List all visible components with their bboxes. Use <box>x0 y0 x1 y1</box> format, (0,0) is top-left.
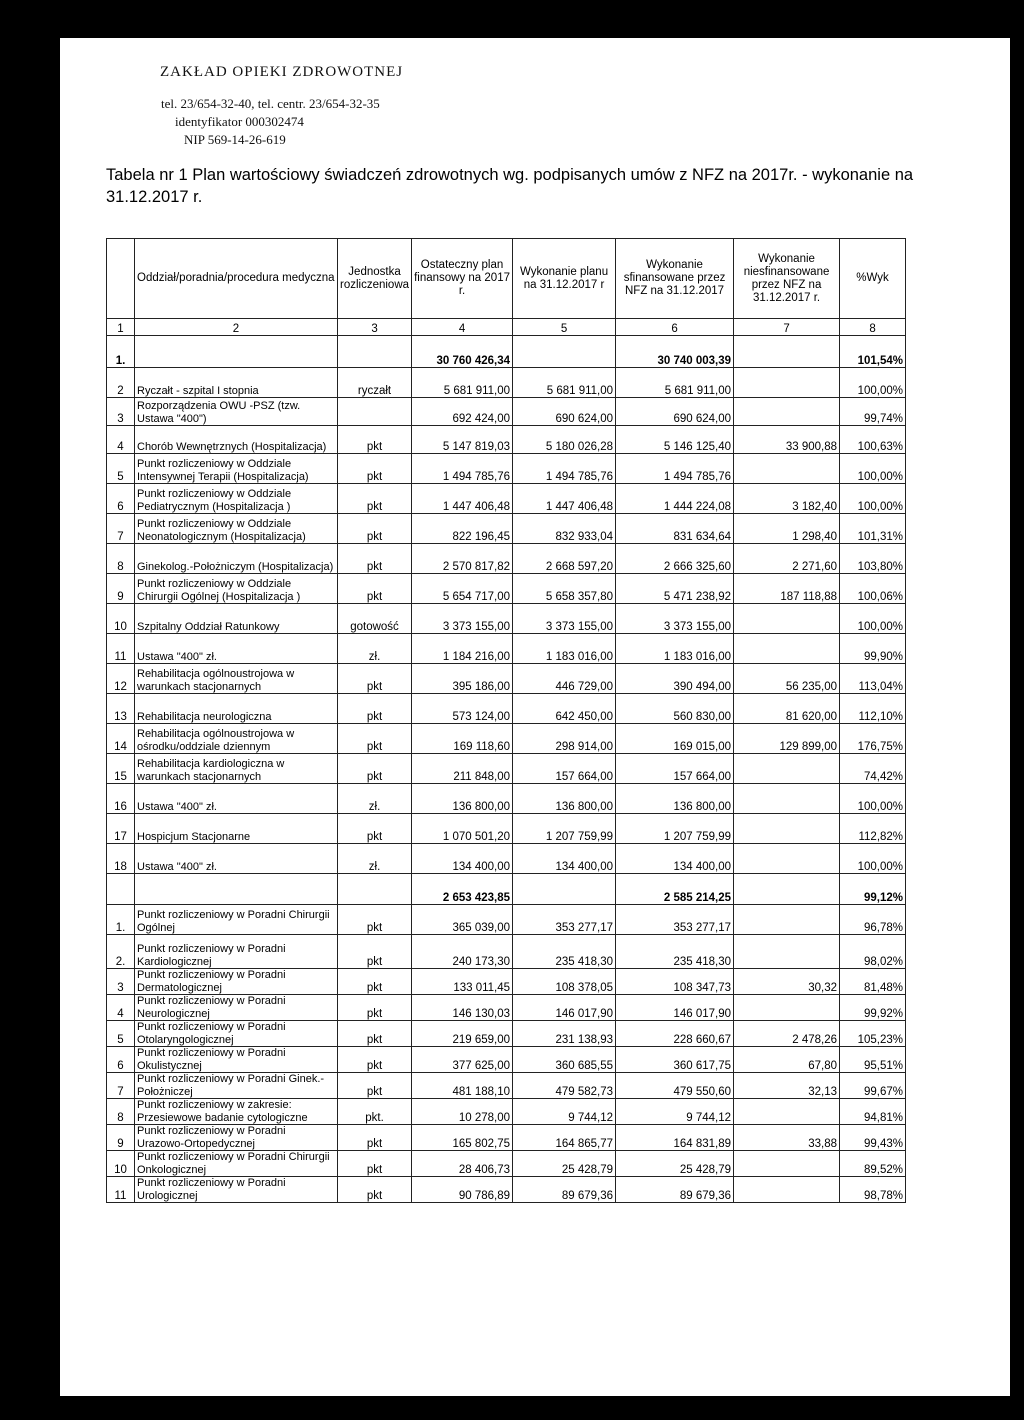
row-plan: 1 070 501,20 <box>412 814 513 844</box>
table-row <box>107 814 906 844</box>
row-financed: 108 347,73 <box>616 969 734 995</box>
row-name: Ryczałt - szpital I stopnia <box>135 368 338 398</box>
row-percent: 98,02% <box>840 935 906 969</box>
row-percent: 100,00% <box>840 784 906 814</box>
row-exec: 5 180 026,28 <box>513 426 616 454</box>
row-percent: 100,06% <box>840 574 906 604</box>
row-number: 15 <box>107 754 135 784</box>
row-financed: 360 617,75 <box>616 1047 734 1073</box>
row-nonfinanced <box>734 874 840 905</box>
row-plan: 1 184 216,00 <box>412 634 513 664</box>
row-percent: 96,78% <box>840 905 906 935</box>
row-financed: 390 494,00 <box>616 664 734 694</box>
row-exec: 89 679,36 <box>513 1177 616 1203</box>
table-row <box>107 604 906 634</box>
row-exec: 5 658 357,80 <box>513 574 616 604</box>
row-financed: 146 017,90 <box>616 995 734 1021</box>
row-financed: 2 585 214,25 <box>616 874 734 905</box>
row-number: 18 <box>107 844 135 874</box>
row-name: Punkt rozliczeniowy w Oddziale Pediatrycznym (Hospitalizacja ) <box>135 484 338 514</box>
row-number: 8 <box>107 544 135 574</box>
row-financed: 1 444 224,08 <box>616 484 734 514</box>
row-financed: 157 664,00 <box>616 754 734 784</box>
row-plan: 5 147 819,03 <box>412 426 513 454</box>
row-percent: 101,31% <box>840 514 906 544</box>
row-nonfinanced <box>734 905 840 935</box>
row-percent: 81,48% <box>840 969 906 995</box>
col-header-name: Oddział/poradnia/procedura medyczna <box>135 239 338 319</box>
row-plan: 134 400,00 <box>412 844 513 874</box>
letterhead-id: identyfikator 000302474 <box>175 114 304 129</box>
row-percent: 89,52% <box>840 1151 906 1177</box>
row-plan: 240 173,30 <box>412 935 513 969</box>
row-unit: pkt <box>338 694 412 724</box>
row-financed: 1 207 759,99 <box>616 814 734 844</box>
row-unit: pkt <box>338 574 412 604</box>
document-title: Tabela nr 1 Plan wartościowy świadczeń zdrowotnych wg. podpisanych umów z NFZ na 2017r. - wykonanie na 31.12.2017 r. <box>106 166 914 206</box>
row-nonfinanced <box>734 754 840 784</box>
row-nonfinanced <box>734 1177 840 1203</box>
row-unit: pkt <box>338 754 412 784</box>
row-name: Rozporządzenia OWU -PSZ (tzw. Ustawa "400") <box>135 398 338 426</box>
col-number: 2 <box>135 319 338 336</box>
row-number: 11 <box>107 634 135 664</box>
table-row <box>107 784 906 814</box>
table-row <box>107 935 906 969</box>
row-number: 9 <box>107 1125 135 1151</box>
row-percent: 99,74% <box>840 398 906 426</box>
letterhead-name: ZAKŁAD OPIEKI ZDROWOTNEJ <box>160 64 404 80</box>
table-row <box>107 724 906 754</box>
row-nonfinanced: 2 271,60 <box>734 544 840 574</box>
row-unit: zł. <box>338 634 412 664</box>
row-unit: pkt <box>338 454 412 484</box>
table-body <box>107 336 906 1203</box>
table-row <box>107 454 906 484</box>
col-number: 8 <box>840 319 906 336</box>
row-plan: 365 039,00 <box>412 905 513 935</box>
row-unit: pkt <box>338 514 412 544</box>
table-row <box>107 995 906 1021</box>
row-unit: zł. <box>338 844 412 874</box>
letterhead-nip: NIP 569-14-26-619 <box>184 132 286 147</box>
row-name: Rehabilitacja kardiologiczna w warunkach stacjonarnych <box>135 754 338 784</box>
row-number: 7 <box>107 1073 135 1099</box>
row-number: 5 <box>107 1021 135 1047</box>
row-exec: 832 933,04 <box>513 514 616 544</box>
col-header-lp <box>107 239 135 319</box>
row-percent: 112,82% <box>840 814 906 844</box>
row-plan: 219 659,00 <box>412 1021 513 1047</box>
row-number: 2 <box>107 368 135 398</box>
row-financed: 1 494 785,76 <box>616 454 734 484</box>
table-row <box>107 1047 906 1073</box>
row-plan: 822 196,45 <box>412 514 513 544</box>
row-name: Ustawa "400" zł. <box>135 844 338 874</box>
row-unit: zł. <box>338 784 412 814</box>
table-row <box>107 969 906 995</box>
table-row <box>107 484 906 514</box>
row-plan: 211 848,00 <box>412 754 513 784</box>
row-percent: 74,42% <box>840 754 906 784</box>
row-financed: 1 183 016,00 <box>616 634 734 664</box>
row-number: 14 <box>107 724 135 754</box>
row-number: 8 <box>107 1099 135 1125</box>
row-financed: 134 400,00 <box>616 844 734 874</box>
table-row <box>107 754 906 784</box>
row-nonfinanced: 187 118,88 <box>734 574 840 604</box>
row-name <box>135 874 338 905</box>
row-nonfinanced: 67,80 <box>734 1047 840 1073</box>
row-percent: 100,00% <box>840 484 906 514</box>
row-name: Chorób Wewnętrznych (Hospitalizacja) <box>135 426 338 454</box>
row-financed: 235 418,30 <box>616 935 734 969</box>
row-exec: 136 800,00 <box>513 784 616 814</box>
table-row <box>107 1021 906 1047</box>
row-number: 4 <box>107 995 135 1021</box>
col-header-fin: Wykonanie sfinansowane przez NFZ na 31.12.2017 <box>616 239 734 319</box>
table-row <box>107 1177 906 1203</box>
row-number: 9 <box>107 574 135 604</box>
row-unit: pkt <box>338 1047 412 1073</box>
row-unit: pkt <box>338 814 412 844</box>
row-percent: 100,00% <box>840 844 906 874</box>
col-header-unit: Jednostka rozliczeniowa <box>338 239 412 319</box>
row-plan: 481 188,10 <box>412 1073 513 1099</box>
row-nonfinanced: 2 478,26 <box>734 1021 840 1047</box>
row-unit: pkt <box>338 484 412 514</box>
row-unit: pkt <box>338 426 412 454</box>
row-unit: pkt <box>338 1021 412 1047</box>
row-plan: 3 373 155,00 <box>412 604 513 634</box>
col-header-nonfin: Wykonanie niesfinansowane przez NFZ na 31.12.2017 r. <box>734 239 840 319</box>
row-financed: 169 015,00 <box>616 724 734 754</box>
summary-row <box>107 336 906 368</box>
row-plan: 165 802,75 <box>412 1125 513 1151</box>
row-percent: 112,10% <box>840 694 906 724</box>
row-nonfinanced <box>734 814 840 844</box>
row-number: 5 <box>107 454 135 484</box>
row-plan: 146 130,03 <box>412 995 513 1021</box>
row-unit: pkt <box>338 724 412 754</box>
row-unit: pkt <box>338 995 412 1021</box>
row-financed: 5 146 125,40 <box>616 426 734 454</box>
row-plan: 28 406,73 <box>412 1151 513 1177</box>
row-nonfinanced <box>734 995 840 1021</box>
col-number: 1 <box>107 319 135 336</box>
row-percent: 99,67% <box>840 1073 906 1099</box>
row-nonfinanced: 33 900,88 <box>734 426 840 454</box>
row-name: Hospicjum Stacjonarne <box>135 814 338 844</box>
row-unit: pkt <box>338 905 412 935</box>
table-row <box>107 844 906 874</box>
row-percent: 99,43% <box>840 1125 906 1151</box>
row-percent: 113,04% <box>840 664 906 694</box>
row-unit: pkt <box>338 1073 412 1099</box>
row-percent: 103,80% <box>840 544 906 574</box>
row-number: 11 <box>107 1177 135 1203</box>
row-exec: 235 418,30 <box>513 935 616 969</box>
row-financed: 353 277,17 <box>616 905 734 935</box>
row-plan: 2 570 817,82 <box>412 544 513 574</box>
row-financed: 2 666 325,60 <box>616 544 734 574</box>
row-name: Punkt rozliczeniowy w Poradni Dermatologicznej <box>135 969 338 995</box>
row-plan: 692 424,00 <box>412 398 513 426</box>
row-nonfinanced: 1 298,40 <box>734 514 840 544</box>
table-row <box>107 368 906 398</box>
row-number: 10 <box>107 1151 135 1177</box>
row-financed: 5 471 238,92 <box>616 574 734 604</box>
row-number: 10 <box>107 604 135 634</box>
row-number: 7 <box>107 514 135 544</box>
row-nonfinanced <box>734 634 840 664</box>
row-name <box>135 336 338 368</box>
row-financed: 560 830,00 <box>616 694 734 724</box>
row-financed: 89 679,36 <box>616 1177 734 1203</box>
table-row <box>107 694 906 724</box>
col-number: 7 <box>734 319 840 336</box>
row-name: Ustawa "400" zł. <box>135 634 338 664</box>
row-name: Punkt rozliczeniowy w Poradni Ginek.-Położniczej <box>135 1073 338 1099</box>
row-unit: gotowość <box>338 604 412 634</box>
row-name: Rehabilitacja ogólnoustrojowa w warunkach stacjonarnych <box>135 664 338 694</box>
row-number: 1. <box>107 336 135 368</box>
row-unit <box>338 398 412 426</box>
row-percent: 98,78% <box>840 1177 906 1203</box>
row-financed: 136 800,00 <box>616 784 734 814</box>
row-name: Rehabilitacja neurologiczna <box>135 694 338 724</box>
table-row <box>107 426 906 454</box>
row-name: Ginekolog.-Położniczym (Hospitalizacja) <box>135 544 338 574</box>
row-exec: 157 664,00 <box>513 754 616 784</box>
col-number: 5 <box>513 319 616 336</box>
row-nonfinanced <box>734 368 840 398</box>
row-exec: 642 450,00 <box>513 694 616 724</box>
table-row <box>107 1099 906 1125</box>
row-exec: 108 378,05 <box>513 969 616 995</box>
plan-table <box>106 238 906 1203</box>
row-financed: 9 744,12 <box>616 1099 734 1125</box>
header-row <box>107 239 906 319</box>
table-row <box>107 1151 906 1177</box>
row-number: 13 <box>107 694 135 724</box>
row-exec: 146 017,90 <box>513 995 616 1021</box>
table-row <box>107 1073 906 1099</box>
row-number: 3 <box>107 969 135 995</box>
row-nonfinanced <box>734 784 840 814</box>
row-financed: 831 634,64 <box>616 514 734 544</box>
row-nonfinanced: 129 899,00 <box>734 724 840 754</box>
row-name: Punkt rozliczeniowy w Poradni Chirurgii Ogólnej <box>135 905 338 935</box>
row-plan: 5 681 911,00 <box>412 368 513 398</box>
table-row <box>107 905 906 935</box>
col-number: 4 <box>412 319 513 336</box>
summary-row <box>107 874 906 905</box>
row-plan: 395 186,00 <box>412 664 513 694</box>
column-number-row <box>107 319 906 336</box>
row-exec: 9 744,12 <box>513 1099 616 1125</box>
row-plan: 1 494 785,76 <box>412 454 513 484</box>
row-unit: pkt <box>338 544 412 574</box>
row-financed: 5 681 911,00 <box>616 368 734 398</box>
row-number: 3 <box>107 398 135 426</box>
row-unit: pkt <box>338 1177 412 1203</box>
row-name: Punkt rozliczeniowy w Poradni Urologicznej <box>135 1177 338 1203</box>
row-number: 17 <box>107 814 135 844</box>
row-number: 12 <box>107 664 135 694</box>
row-plan: 133 011,45 <box>412 969 513 995</box>
row-number: 1. <box>107 905 135 935</box>
row-percent: 99,12% <box>840 874 906 905</box>
row-nonfinanced: 32,13 <box>734 1073 840 1099</box>
row-percent: 94,81% <box>840 1099 906 1125</box>
row-unit: pkt. <box>338 1099 412 1125</box>
row-number: 6 <box>107 1047 135 1073</box>
row-unit: pkt <box>338 1151 412 1177</box>
row-exec: 1 207 759,99 <box>513 814 616 844</box>
row-exec: 231 138,93 <box>513 1021 616 1047</box>
row-nonfinanced <box>734 1151 840 1177</box>
table-row <box>107 664 906 694</box>
row-exec <box>513 336 616 368</box>
row-number: 2. <box>107 935 135 969</box>
row-name: Punkt rozliczeniowy w Oddziale Neonatologicznym (Hospitalizacja) <box>135 514 338 544</box>
row-nonfinanced: 33,88 <box>734 1125 840 1151</box>
row-unit <box>338 336 412 368</box>
row-nonfinanced: 81 620,00 <box>734 694 840 724</box>
row-exec: 479 582,73 <box>513 1073 616 1099</box>
row-plan: 573 124,00 <box>412 694 513 724</box>
col-header-pct: %Wyk <box>840 239 906 319</box>
row-name: Punkt rozliczeniowy w Poradni Urazowo-Ortopedycznej <box>135 1125 338 1151</box>
row-unit: pkt <box>338 1125 412 1151</box>
row-unit: pkt <box>338 935 412 969</box>
table-row <box>107 634 906 664</box>
row-percent: 100,00% <box>840 454 906 484</box>
row-nonfinanced: 3 182,40 <box>734 484 840 514</box>
row-financed: 3 373 155,00 <box>616 604 734 634</box>
table-row <box>107 398 906 426</box>
col-number: 6 <box>616 319 734 336</box>
row-exec: 1 447 406,48 <box>513 484 616 514</box>
row-plan: 10 278,00 <box>412 1099 513 1125</box>
document-page <box>60 38 1010 1396</box>
col-number: 3 <box>338 319 412 336</box>
row-unit: ryczałt <box>338 368 412 398</box>
row-financed: 25 428,79 <box>616 1151 734 1177</box>
row-percent: 176,75% <box>840 724 906 754</box>
row-nonfinanced: 30,32 <box>734 969 840 995</box>
row-percent: 100,63% <box>840 426 906 454</box>
row-nonfinanced <box>734 398 840 426</box>
row-plan: 377 625,00 <box>412 1047 513 1073</box>
row-exec: 25 428,79 <box>513 1151 616 1177</box>
row-percent: 99,90% <box>840 634 906 664</box>
row-unit <box>338 874 412 905</box>
row-name: Punkt rozliczeniowy w zakresie: Przesiewowe badanie cytologiczne <box>135 1099 338 1125</box>
col-header-plan: Ostateczny plan finansowy na 2017 r. <box>412 239 513 319</box>
table-row <box>107 544 906 574</box>
row-nonfinanced: 56 235,00 <box>734 664 840 694</box>
row-number <box>107 874 135 905</box>
row-exec: 446 729,00 <box>513 664 616 694</box>
row-financed: 690 624,00 <box>616 398 734 426</box>
row-exec: 3 373 155,00 <box>513 604 616 634</box>
row-exec: 5 681 911,00 <box>513 368 616 398</box>
row-name: Punkt rozliczeniowy w Oddziale Intensywnej Terapii (Hospitalizacja) <box>135 454 338 484</box>
row-plan: 136 800,00 <box>412 784 513 814</box>
row-exec: 134 400,00 <box>513 844 616 874</box>
row-name: Ustawa "400" zł. <box>135 784 338 814</box>
row-exec: 1 183 016,00 <box>513 634 616 664</box>
row-exec <box>513 874 616 905</box>
row-percent: 101,54% <box>840 336 906 368</box>
row-nonfinanced <box>734 1099 840 1125</box>
row-number: 6 <box>107 484 135 514</box>
row-nonfinanced <box>734 604 840 634</box>
row-name: Szpitalny Oddział Ratunkowy <box>135 604 338 634</box>
row-financed: 164 831,89 <box>616 1125 734 1151</box>
row-plan: 2 653 423,85 <box>412 874 513 905</box>
row-name: Punkt rozliczeniowy w Poradni Okulistycznej <box>135 1047 338 1073</box>
row-name: Punkt rozliczeniowy w Poradni Chirurgii Onkologicznej <box>135 1151 338 1177</box>
row-exec: 353 277,17 <box>513 905 616 935</box>
row-exec: 164 865,77 <box>513 1125 616 1151</box>
row-percent: 95,51% <box>840 1047 906 1073</box>
row-unit: pkt <box>338 664 412 694</box>
row-plan: 90 786,89 <box>412 1177 513 1203</box>
row-financed: 228 660,67 <box>616 1021 734 1047</box>
row-percent: 99,92% <box>840 995 906 1021</box>
row-plan: 1 447 406,48 <box>412 484 513 514</box>
row-plan: 169 118,60 <box>412 724 513 754</box>
row-name: Punkt rozliczeniowy w Poradni Kardiologicznej <box>135 935 338 969</box>
row-percent: 100,00% <box>840 368 906 398</box>
row-plan: 5 654 717,00 <box>412 574 513 604</box>
letterhead-tel: tel. 23/654-32-40, tel. centr. 23/654-32-35 <box>161 96 380 111</box>
row-exec: 1 494 785,76 <box>513 454 616 484</box>
row-name: Punkt rozliczeniowy w Poradni Neurologicznej <box>135 995 338 1021</box>
row-financed: 479 550,60 <box>616 1073 734 1099</box>
row-financed: 30 740 003,39 <box>616 336 734 368</box>
row-exec: 690 624,00 <box>513 398 616 426</box>
col-header-exec: Wykonanie planu na 31.12.2017 r <box>513 239 616 319</box>
row-number: 16 <box>107 784 135 814</box>
row-plan: 30 760 426,34 <box>412 336 513 368</box>
row-exec: 2 668 597,20 <box>513 544 616 574</box>
row-nonfinanced <box>734 336 840 368</box>
table-row <box>107 574 906 604</box>
row-percent: 105,23% <box>840 1021 906 1047</box>
row-exec: 298 914,00 <box>513 724 616 754</box>
row-percent: 100,00% <box>840 604 906 634</box>
table-row <box>107 514 906 544</box>
row-number: 4 <box>107 426 135 454</box>
row-exec: 360 685,55 <box>513 1047 616 1073</box>
row-name: Punkt rozliczeniowy w Oddziale Chirurgii Ogólnej (Hospitalizacja ) <box>135 574 338 604</box>
row-name: Punkt rozliczeniowy w Poradni Otolaryngologicznej <box>135 1021 338 1047</box>
row-unit: pkt <box>338 969 412 995</box>
row-name: Rehabilitacja ogólnoustrojowa w ośrodku/oddziale dziennym <box>135 724 338 754</box>
row-nonfinanced <box>734 454 840 484</box>
row-nonfinanced <box>734 935 840 969</box>
row-nonfinanced <box>734 844 840 874</box>
table-row <box>107 1125 906 1151</box>
